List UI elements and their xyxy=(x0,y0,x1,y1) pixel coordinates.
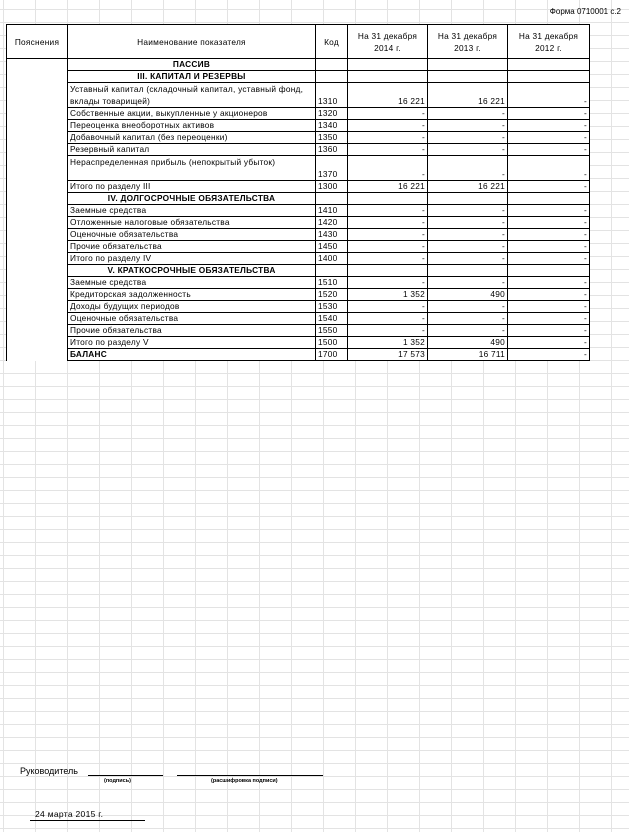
section-heading-row xyxy=(7,59,590,71)
value-2013: - xyxy=(428,120,508,132)
header-2012: На 31 декабря 2012 г. xyxy=(508,25,590,59)
indicator-code: 1530 xyxy=(316,301,348,313)
indicator-code: 1350 xyxy=(316,132,348,144)
value-2014: 16 221 xyxy=(348,181,428,193)
value-2012: - xyxy=(508,349,590,361)
header-code: Код xyxy=(316,25,348,59)
indicator-code xyxy=(316,71,348,83)
value-2012: - xyxy=(508,241,590,253)
header-explanations: Пояснения xyxy=(7,25,68,59)
indicator-name: Прочие обязательства xyxy=(68,241,316,253)
form-reference: Форма 0710001 с.2 xyxy=(549,7,621,16)
table-row xyxy=(7,301,590,313)
header-2013: На 31 декабря 2013 г. xyxy=(428,25,508,59)
indicator-name: Итого по разделу III xyxy=(68,181,316,193)
value-2014: 17 573 xyxy=(348,349,428,361)
table-row xyxy=(7,83,590,108)
indicator-code: 1540 xyxy=(316,313,348,325)
explanation-cell xyxy=(7,59,68,71)
explanation-cell xyxy=(7,265,68,277)
value-2013 xyxy=(428,193,508,205)
value-2012: - xyxy=(508,132,590,144)
table-row xyxy=(7,229,590,241)
value-2012: - xyxy=(508,325,590,337)
table-row xyxy=(7,277,590,289)
indicator-name: Заемные средства xyxy=(68,205,316,217)
value-2013: - xyxy=(428,277,508,289)
signature-line xyxy=(88,775,163,776)
value-2013: - xyxy=(428,132,508,144)
value-2013: 16 221 xyxy=(428,181,508,193)
explanation-cell xyxy=(7,132,68,144)
value-2014: - xyxy=(348,144,428,156)
signature-caption: (подпись) xyxy=(104,778,131,784)
table-row xyxy=(7,108,590,120)
indicator-name: Уставный капитал (складочный капитал, уставный фонд, вклады товарищей) xyxy=(68,83,316,108)
value-2013 xyxy=(428,59,508,71)
indicator-code: 1310 xyxy=(316,83,348,108)
explanation-cell xyxy=(7,241,68,253)
indicator-name: Нераспределенная прибыль (непокрытый убыток) xyxy=(68,156,316,181)
indicator-name: БАЛАНС xyxy=(68,349,316,361)
indicator-name: Резервный капитал xyxy=(68,144,316,156)
explanation-cell xyxy=(7,253,68,265)
value-2013: 16 711 xyxy=(428,349,508,361)
signature-name-caption: (расшифровка подписи) xyxy=(211,778,278,784)
value-2012 xyxy=(508,71,590,83)
indicator-name: IV. ДОЛГОСРОЧНЫЕ ОБЯЗАТЕЛЬСТВА xyxy=(68,193,316,205)
table-row xyxy=(7,337,590,349)
value-2013: - xyxy=(428,205,508,217)
value-2012: - xyxy=(508,83,590,108)
value-2012: - xyxy=(508,301,590,313)
explanation-cell xyxy=(7,181,68,193)
value-2013: 490 xyxy=(428,289,508,301)
table-row xyxy=(7,325,590,337)
indicator-code: 1370 xyxy=(316,156,348,181)
value-2013: 490 xyxy=(428,337,508,349)
table-row xyxy=(7,205,590,217)
indicator-code: 1550 xyxy=(316,325,348,337)
value-2012: - xyxy=(508,108,590,120)
indicator-name: Прочие обязательства xyxy=(68,325,316,337)
value-2014: - xyxy=(348,156,428,181)
value-2014: - xyxy=(348,313,428,325)
table-row xyxy=(7,241,590,253)
table-row xyxy=(7,217,590,229)
indicator-code: 1700 xyxy=(316,349,348,361)
value-2012: - xyxy=(508,229,590,241)
table-row xyxy=(7,144,590,156)
header-2014: На 31 декабря 2014 г. xyxy=(348,25,428,59)
explanation-cell xyxy=(7,349,68,361)
value-2012: - xyxy=(508,289,590,301)
value-2014: - xyxy=(348,132,428,144)
section-heading-row xyxy=(7,193,590,205)
value-2013 xyxy=(428,71,508,83)
value-2014: - xyxy=(348,325,428,337)
value-2013: - xyxy=(428,325,508,337)
value-2012 xyxy=(508,193,590,205)
value-2012: - xyxy=(508,217,590,229)
explanation-cell xyxy=(7,205,68,217)
value-2012: - xyxy=(508,337,590,349)
header-name: Наименование показателя xyxy=(68,25,316,59)
indicator-code: 1320 xyxy=(316,108,348,120)
value-2014 xyxy=(348,59,428,71)
explanation-cell xyxy=(7,193,68,205)
indicator-code: 1500 xyxy=(316,337,348,349)
value-2013: 16 221 xyxy=(428,83,508,108)
table-row xyxy=(7,313,590,325)
value-2013: - xyxy=(428,144,508,156)
indicator-code: 1430 xyxy=(316,229,348,241)
indicator-name: V. КРАТКОСРОЧНЫЕ ОБЯЗАТЕЛЬСТВА xyxy=(68,265,316,277)
indicator-name: Собственные акции, выкупленные у акционеров xyxy=(68,108,316,120)
report-date: 24 марта 2015 г. xyxy=(35,809,104,819)
signature-block xyxy=(0,760,629,830)
value-2014: - xyxy=(348,217,428,229)
explanation-cell xyxy=(7,108,68,120)
value-2012: - xyxy=(508,144,590,156)
table-body xyxy=(7,59,590,361)
value-2013 xyxy=(428,265,508,277)
value-2012 xyxy=(508,59,590,71)
value-2012: - xyxy=(508,277,590,289)
indicator-code: 1420 xyxy=(316,217,348,229)
value-2013: - xyxy=(428,241,508,253)
indicator-name: Отложенные налоговые обязательства xyxy=(68,217,316,229)
value-2013: - xyxy=(428,313,508,325)
value-2014: - xyxy=(348,120,428,132)
signature-label: Руководитель xyxy=(20,766,78,776)
indicator-name: Оценочные обязательства xyxy=(68,313,316,325)
explanation-cell xyxy=(7,337,68,349)
date-line xyxy=(30,820,145,821)
value-2013: - xyxy=(428,229,508,241)
explanation-cell xyxy=(7,156,68,181)
indicator-code: 1300 xyxy=(316,181,348,193)
explanation-cell xyxy=(7,325,68,337)
value-2012 xyxy=(508,265,590,277)
indicator-name: Итого по разделу IV xyxy=(68,253,316,265)
header-row xyxy=(7,25,590,59)
explanation-cell xyxy=(7,71,68,83)
indicator-code: 1410 xyxy=(316,205,348,217)
indicator-name: Добавочный капитал (без переоценки) xyxy=(68,132,316,144)
table-row xyxy=(7,349,590,361)
value-2014 xyxy=(348,265,428,277)
explanation-cell xyxy=(7,313,68,325)
value-2013: - xyxy=(428,253,508,265)
balance-sheet-table xyxy=(6,24,590,361)
value-2012: - xyxy=(508,156,590,181)
section-heading-row xyxy=(7,265,590,277)
indicator-name: Кредиторская задолженность xyxy=(68,289,316,301)
value-2012: - xyxy=(508,253,590,265)
value-2013: - xyxy=(428,156,508,181)
explanation-cell xyxy=(7,277,68,289)
value-2014: - xyxy=(348,108,428,120)
value-2014 xyxy=(348,193,428,205)
table-row xyxy=(7,181,590,193)
value-2014 xyxy=(348,71,428,83)
value-2013: - xyxy=(428,217,508,229)
indicator-code: 1360 xyxy=(316,144,348,156)
value-2013: - xyxy=(428,301,508,313)
value-2012: - xyxy=(508,313,590,325)
table-row xyxy=(7,289,590,301)
table-row xyxy=(7,156,590,181)
explanation-cell xyxy=(7,144,68,156)
explanation-cell xyxy=(7,83,68,108)
indicator-code xyxy=(316,193,348,205)
table-row xyxy=(7,253,590,265)
value-2014: - xyxy=(348,301,428,313)
indicator-code: 1340 xyxy=(316,120,348,132)
value-2014: - xyxy=(348,241,428,253)
value-2014: - xyxy=(348,205,428,217)
indicator-name: Заемные средства xyxy=(68,277,316,289)
value-2012: - xyxy=(508,205,590,217)
explanation-cell xyxy=(7,120,68,132)
value-2014: - xyxy=(348,277,428,289)
indicator-code xyxy=(316,59,348,71)
explanation-cell xyxy=(7,301,68,313)
table-row xyxy=(7,132,590,144)
indicator-code: 1400 xyxy=(316,253,348,265)
indicator-name: ПАССИВ xyxy=(68,59,316,71)
value-2013: - xyxy=(428,108,508,120)
indicator-name: Оценочные обязательства xyxy=(68,229,316,241)
indicator-name: Доходы будущих периодов xyxy=(68,301,316,313)
value-2014: 1 352 xyxy=(348,337,428,349)
signature-name-line xyxy=(177,775,323,776)
indicator-code: 1450 xyxy=(316,241,348,253)
explanation-cell xyxy=(7,217,68,229)
explanation-cell xyxy=(7,289,68,301)
section-heading-row xyxy=(7,71,590,83)
indicator-name: Итого по разделу V xyxy=(68,337,316,349)
value-2012: - xyxy=(508,120,590,132)
value-2012: - xyxy=(508,181,590,193)
explanation-cell xyxy=(7,229,68,241)
indicator-code: 1520 xyxy=(316,289,348,301)
value-2014: 16 221 xyxy=(348,83,428,108)
indicator-code: 1510 xyxy=(316,277,348,289)
value-2014: - xyxy=(348,229,428,241)
table-row xyxy=(7,120,590,132)
indicator-name: III. КАПИТАЛ И РЕЗЕРВЫ xyxy=(68,71,316,83)
value-2014: - xyxy=(348,253,428,265)
indicator-code xyxy=(316,265,348,277)
indicator-name: Переоценка внеоборотных активов xyxy=(68,120,316,132)
value-2014: 1 352 xyxy=(348,289,428,301)
